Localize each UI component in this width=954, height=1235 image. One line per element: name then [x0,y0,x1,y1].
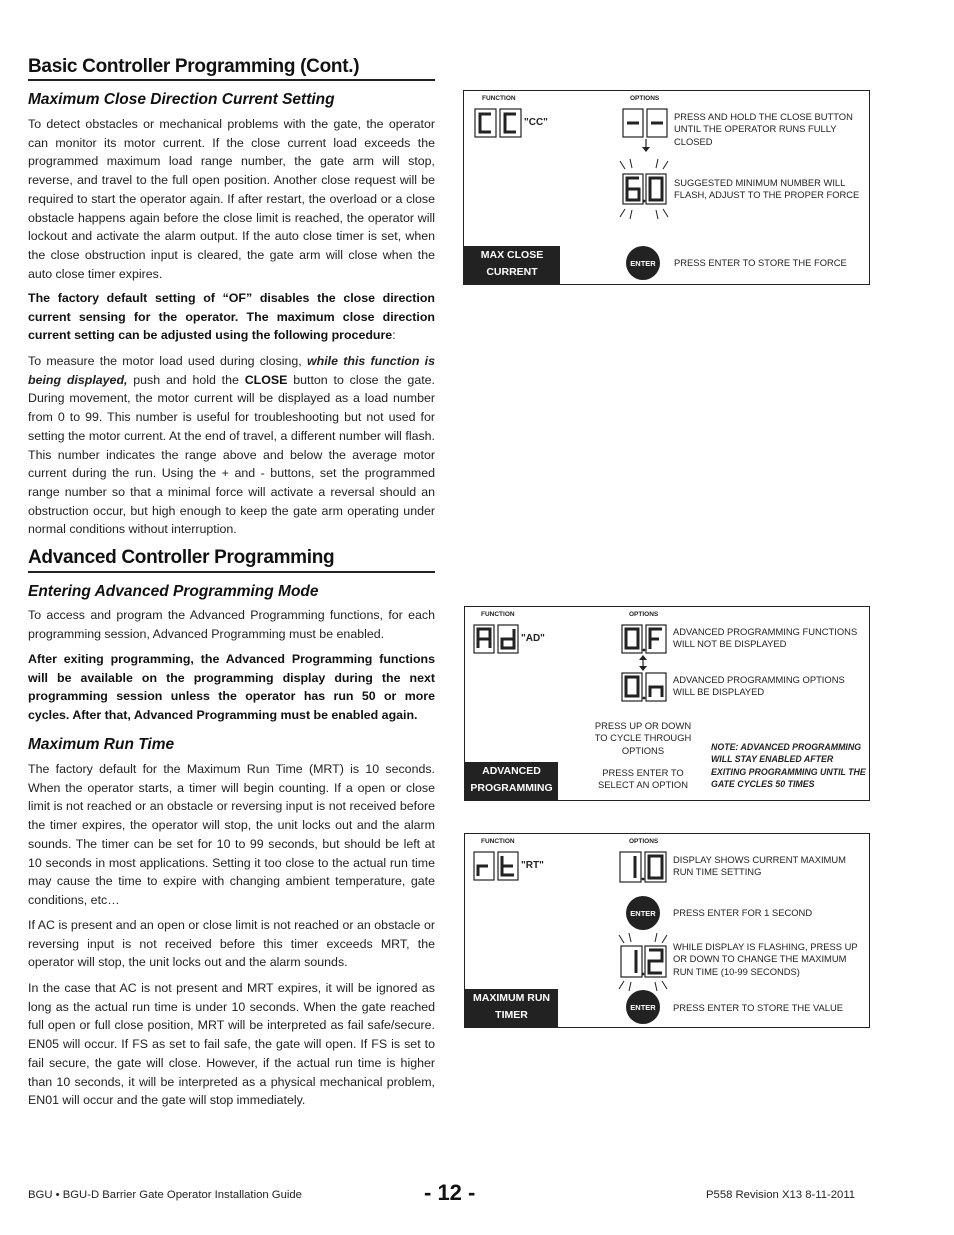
function-code: "AD" [521,633,545,644]
function-display-rt [473,851,519,881]
function-tag-max-close-current [464,246,560,284]
function-display-cc [474,108,524,138]
function-code: "CC" [524,117,548,128]
note-options-displayed: ADVANCED PROGRAMMING OPTIONS WILL BE DISPLAYED [673,674,845,698]
tag-line-2: PROGRAMMING [470,782,553,794]
note-press-up-down: PRESS UP OR DOWN TO CYCLE THROUGH OPTIONS [594,720,692,756]
paragraph-access-advanced: To access and program the Advanced Programming functions, for each programming session, Advanced Programming must be enabled. [28,608,435,641]
section-rule [28,571,435,573]
paragraph-mrt-ac-present: If AC is present and an open or close limit is not reached or an obstacle or reversing input is not received before this timer exceeds MRT, the operator will stop, the unit locks out and the alarm sounds. [28,918,435,970]
diagram-maximum-run-timer [464,833,870,1028]
factory-default-text: The factory default setting of “OF” disables the close direction current sensing for the operator. The maximum close direction current setting can be adjusted using the following procedure [28,291,435,343]
option-display-dashes [622,108,668,138]
measure-text-c: push and hold the [127,372,245,387]
paragraph-close-current-intro: To detect obstacles or mechanical problems with the gate, the operator can monitor its motor current. If the close current load exceeds the programmed maximum load range number, the gate arm will stop, reverse, and travel to the full open position. Another close request will be required to start the operator again. If after restart, the overload or a close obstacle happens again before the close limit is reached, the operator will lockout and activate the alarm output. If the auto close timer is set, when the close obstruction input is cleared, the gate arm will close when the auto close timer expires. [28,117,435,281]
function-display-ad [473,624,519,654]
enter-button-icon: ENTER [626,246,660,280]
function-tag-maximum-run-timer [465,989,558,1027]
function-label: FUNCTION [482,95,516,102]
measure-text-a: To measure the motor load used during closing, [28,354,308,368]
function-label: FUNCTION [481,838,515,845]
note-functions-not-displayed: ADVANCED PROGRAMMING FUNCTIONS WILL NOT BE DISPLAYED [673,626,858,650]
footer-revision: P558 Revision X13 8-11-2011 [706,1189,856,1201]
paragraph-measure-motor-load [28,352,435,539]
measure-text-emphasis: while this function is being displayed, [28,354,435,387]
options-label: OPTIONS [629,838,659,845]
options-label: OPTIONS [630,95,660,102]
paragraph-mrt-default: The factory default for the Maximum Run Time (MRT) is 10 seconds. When the operator starts, a timer will begin counting. If a open or close limit is not reached or an obstacle or reversing input is not received before the timer expires, the operator will stop, the unit locks out and the alarm sounds. The timer can be set for 10 to 99 seconds, but should be left at 10 seconds in most applications. Setting it too close to the actual run time may cause the time to expire with changing ambient temperature, gate conditions, etc… [28,762,435,907]
option-display-1-0 [619,851,667,883]
note-press-enter-select: PRESS ENTER TO SELECT AN OPTION [598,767,688,791]
subheading-max-run-time: Maximum Run Time [28,736,175,753]
section-rule [28,79,435,81]
note-suggested-minimum: SUGGESTED MINIMUM NUMBER WILL FLASH, ADJUST TO THE PROPER FORCE [674,177,860,201]
tag-line-1: ADVANCED [482,765,541,777]
paragraph-after-exiting: After exiting programming, the Advanced Programming functions will be available on the programming display during the next programming session unless the operator has run 50 or more cycles. After that, Advanced Programming must be enabled again. [28,652,435,723]
diagram-advanced-programming [464,606,870,801]
note-display-current-mrt: DISPLAY SHOWS CURRENT MAXIMUM RUN TIME SETTING [673,854,846,878]
tag-line-2: CURRENT [486,266,538,278]
factory-default-colon: : [392,328,396,343]
paragraph-factory-default [28,289,435,345]
note-stays-enabled: NOTE: ADVANCED PROGRAMMING WILL STAY ENABLED AFTER EXITING PROGRAMMING UNTIL THE GATE CYCLES 50 TIMES [711,742,866,790]
up-down-arrow-icon [638,655,648,671]
subheading-max-close-current: Maximum Close Direction Current Setting [28,91,335,108]
section-title-advanced: Advanced Controller Programming [28,547,335,568]
tag-line-1: MAXIMUM RUN [473,992,550,1004]
option-display-1-2-flashing [613,932,673,992]
function-tag-advanced-programming [465,762,558,800]
subheading-entering-advanced: Entering Advanced Programming Mode [28,583,319,600]
function-code: "RT" [521,860,544,871]
tag-line-2: TIMER [495,1009,528,1021]
options-label: OPTIONS [629,611,659,618]
note-press-enter-store-value: PRESS ENTER TO STORE THE VALUE [673,1002,844,1013]
option-display-on [621,672,667,702]
measure-text-e: button to close the gate. During movement, the motor current will be displayed as a load number from 0 to 99. This number is useful for troubleshooting but not used for setting the motor current. At the end of travel, a different number will flash. This number indicates the range above and below the average motor current during the run. Using the + and - buttons, set the programmed range number so that a minimal force will activate a reversal should an obstruction occur, but high enough to keep the gate arm operating under normal conditions without interruption. [28,372,435,537]
paragraph-mrt-ac-absent: In the case that AC is not present and MRT expires, it will be ignored as long as the actual run time is under 10 seconds. When the gate reached full open or full close position, MRT will be interpreted as fail safe/secure. EN05 will occur. If FS as set to fail safe, the gate will open. If FS is set to fail secure, the gate will close. However, if the actual run time is higher than 10 seconds, it will be interpreted as a physical mechanical problem, EN01 will occur and the gate will stop immediately. [28,981,435,1108]
page-number: - 12 - [424,1180,476,1205]
note-press-enter-store-force: PRESS ENTER TO STORE THE FORCE [674,257,847,268]
function-label: FUNCTION [481,611,515,618]
note-flashing-change-mrt: WHILE DISPLAY IS FLASHING, PRESS UP OR DOWN TO CHANGE THE MAXIMUM RUN TIME (10-99 SECONDS) [673,941,858,977]
tag-line-1: MAX CLOSE [480,249,544,261]
enter-button-icon: ENTER [626,896,660,930]
section-title-basic: Basic Controller Programming (Cont.) [28,56,360,77]
note-press-hold-close: PRESS AND HOLD THE CLOSE BUTTON UNTIL THE OPERATOR RUNS FULLY CLOSED [674,111,853,147]
diagram-max-close-current [463,90,870,285]
close-button-word: CLOSE [244,372,288,387]
arrow-down-icon [640,139,652,153]
option-display-6-0-flashing [614,157,674,221]
enter-button-icon: ENTER [626,990,660,1024]
option-display-of [621,624,667,654]
footer-guide-title: BGU • BGU-D Barrier Gate Operator Installation Guide [28,1189,302,1201]
note-press-enter-1-second: PRESS ENTER FOR 1 SECOND [673,907,813,918]
